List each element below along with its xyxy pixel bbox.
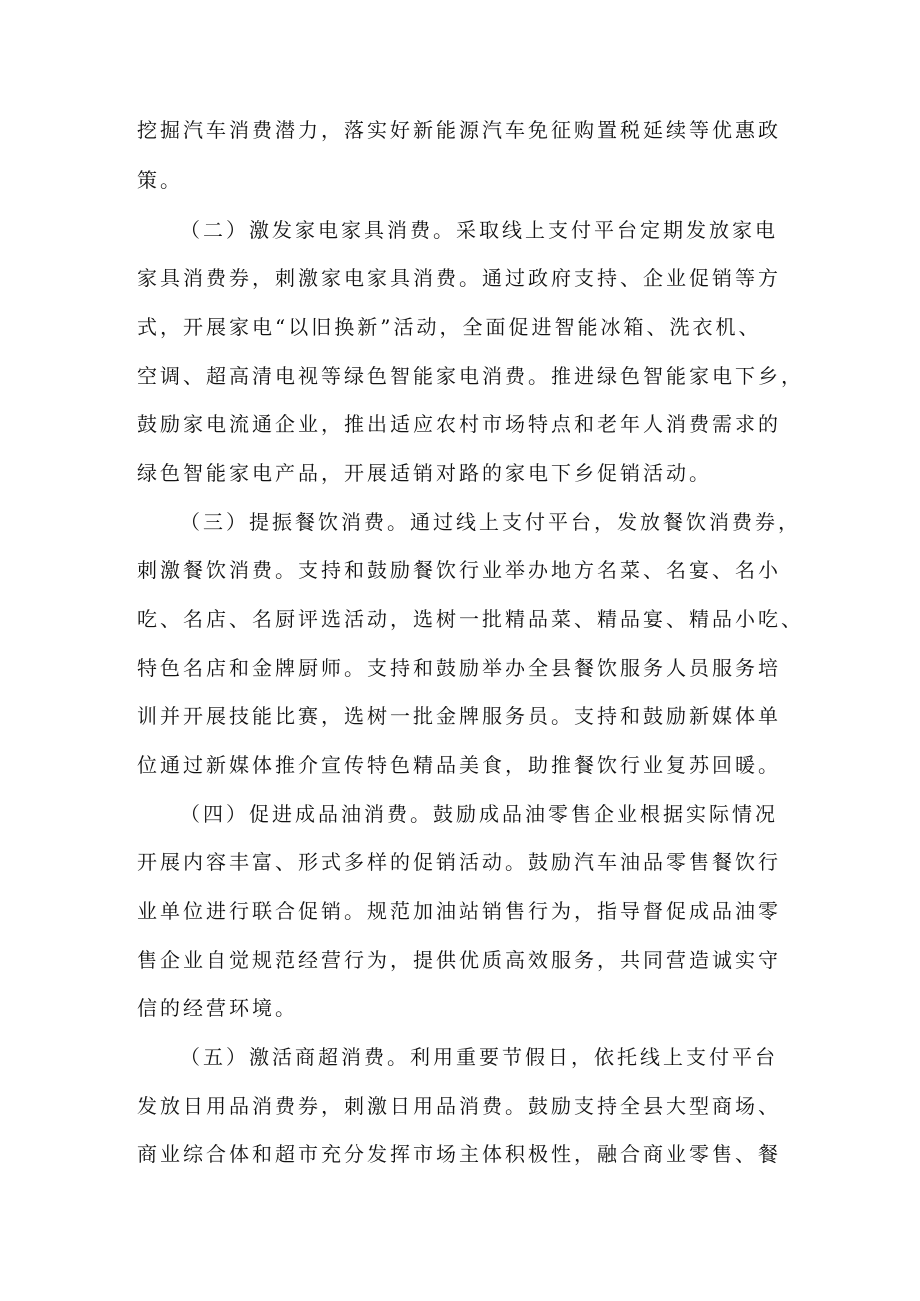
- text-line: （二）激发家电家具消费。采取线上支付平台定期发放家电: [180, 218, 778, 242]
- text-line: 训并开展技能比赛，选树一批金牌服务员。支持和鼓励新媒体单: [137, 704, 781, 728]
- text-line: 售企业自觉规范经营行为，提供优质高效服务，共同营造诚实守: [137, 948, 781, 972]
- text-line: 业单位进行联合促销。规范加油站销售行为，指导督促成品油零: [137, 899, 781, 923]
- text-line: （四）促进成品油消费。鼓励成品油零售企业根据实际情况: [180, 802, 778, 826]
- text-line: （三）提振餐饮消费。通过线上支付平台，发放餐饮消费券，: [180, 510, 801, 534]
- text-line: 挖掘汽车消费潜力，落实好新能源汽车免征购置税延续等优惠政: [137, 118, 781, 142]
- text-line: 鼓励家电流通企业，推出适应农村市场特点和老年人消费需求的: [137, 412, 781, 436]
- text-line: 信的经营环境。: [137, 996, 298, 1020]
- text-line: 特色名店和金牌厨师。支持和鼓励举办全县餐饮服务人员服务培: [137, 656, 781, 680]
- text-line: 策。: [137, 168, 183, 192]
- text-line: 商业综合体和超市充分发挥市场主体积极性，融合商业零售、餐: [137, 1142, 781, 1166]
- text-line: 吃、名店、名厨评选活动，选树一批精品菜、精品宴、精品小吃、: [137, 607, 804, 631]
- text-line: 家具消费券，刺激家电家具消费。通过政府支持、企业促销等方: [137, 266, 781, 290]
- text-line: 式，开展家电“以旧换新”活动，全面促进智能冰箱、洗衣机、: [137, 315, 762, 339]
- text-line: 空调、超高清电视等绿色智能家电消费。推进绿色智能家电下乡，: [137, 364, 804, 388]
- text-line: 绿色智能家电产品，开展适销对路的家电下乡促销活动。: [137, 461, 712, 485]
- text-line: 位通过新媒体推介宣传特色精品美食，助推餐饮行业复苏回暖。: [137, 753, 781, 777]
- text-line: （五）激活商超消费。利用重要节假日，依托线上支付平台: [180, 1045, 778, 1069]
- text-line: 发放日用品消费券，刺激日用品消费。鼓励支持全县大型商场、: [137, 1094, 781, 1118]
- text-line: 开展内容丰富、形式多样的促销活动。鼓励汽车油品零售餐饮行: [137, 850, 781, 874]
- text-line: 刺激餐饮消费。支持和鼓励餐饮行业举办地方名菜、名宴、名小: [137, 558, 781, 582]
